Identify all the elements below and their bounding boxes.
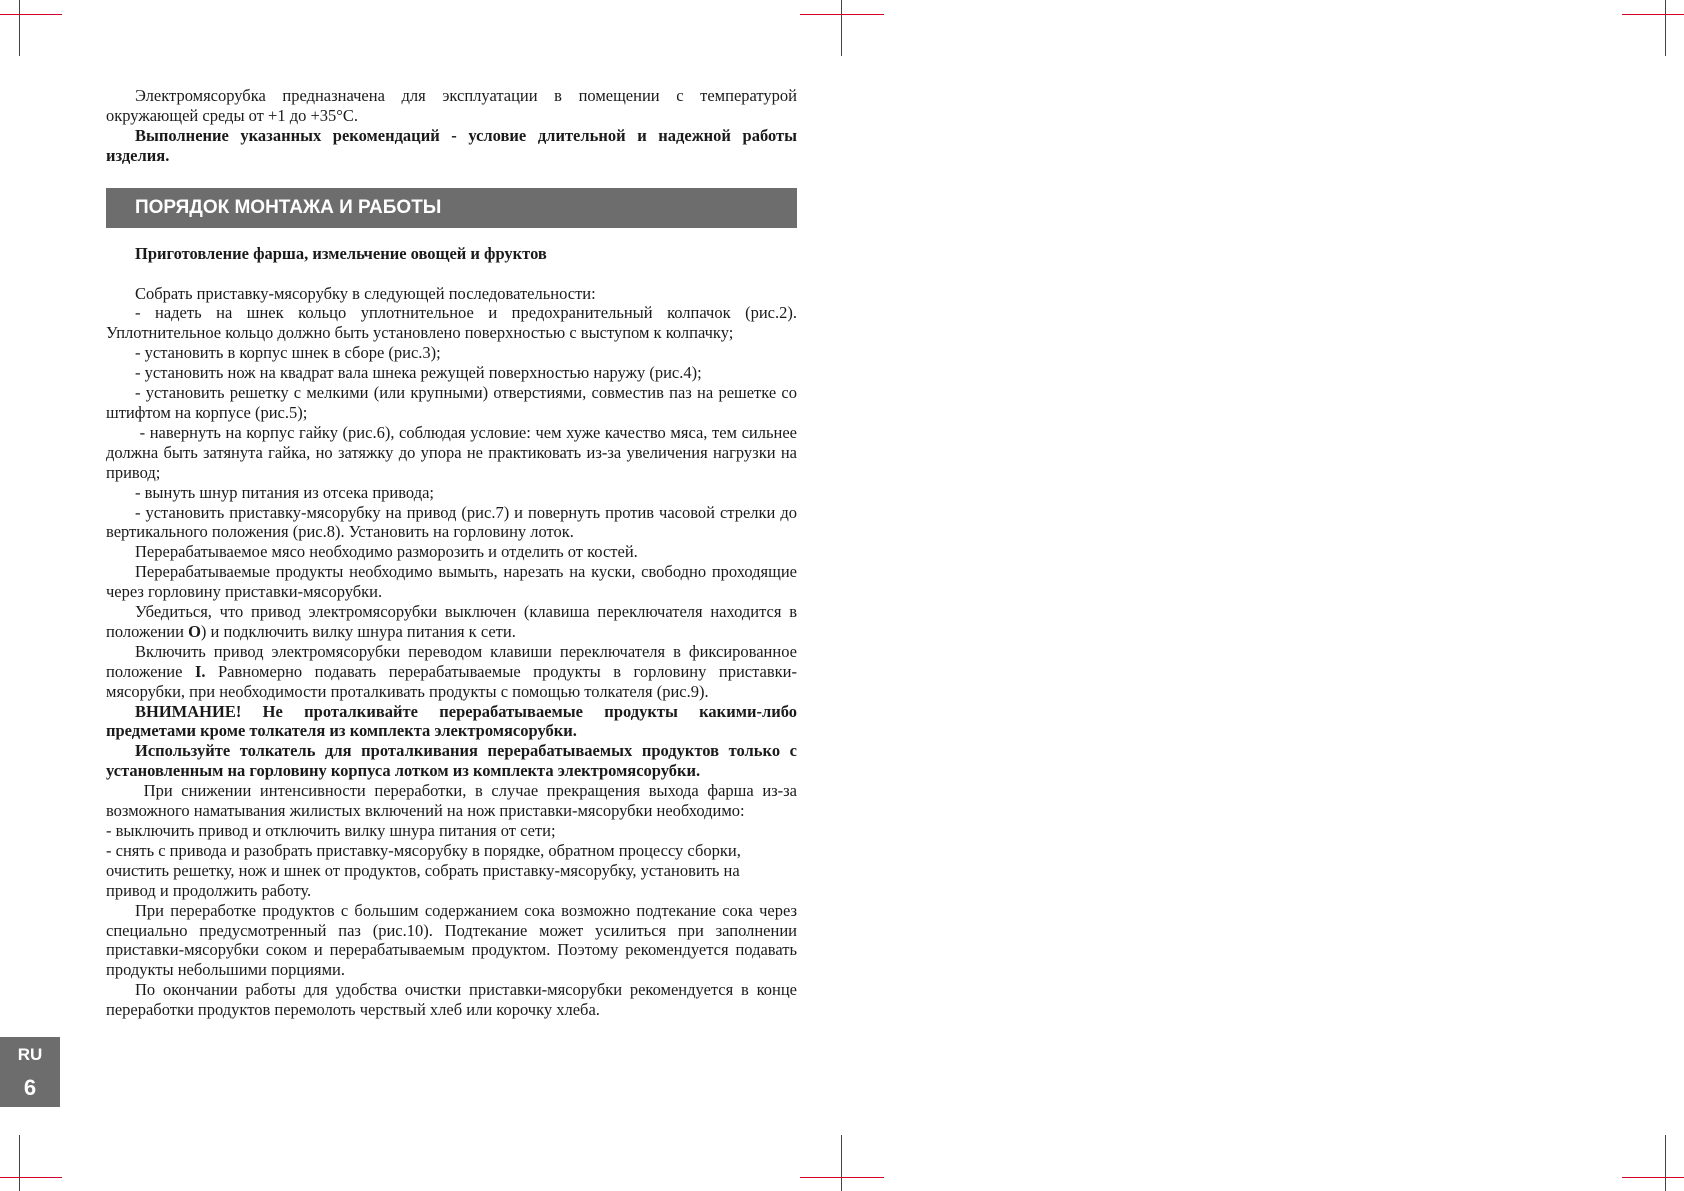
body-paragraph: По окончании работы для удобства очистки приставки-мясорубки рекомендуется в конце переработки продуктов перемолоть черствый хлеб или корочку хлеба.	[106, 980, 797, 1020]
crop-mark	[1665, 0, 1666, 56]
crop-mark	[1665, 1135, 1666, 1191]
body-paragraph: - установить в корпус шнек в сборе (рис.3);	[135, 343, 441, 363]
text-run: Убедиться, что привод электромясорубки выключен (клавиша переключателя находится в положении	[106, 602, 797, 641]
crop-mark	[19, 0, 20, 56]
switch-position-off: О	[188, 621, 201, 641]
page-number: 6	[23, 1075, 37, 1100]
crop-mark	[19, 1135, 20, 1191]
body-paragraph: - установить нож на квадрат вала шнека режущей поверхностью наружу (рис.4);	[135, 363, 702, 383]
warning-paragraph: Используйте толкатель для проталкивания перерабатываемых продуктов только с установленным на горловину корпуса лотком из комплекта электромясорубки.	[106, 741, 797, 781]
language-code: RU	[17, 1045, 43, 1064]
crop-mark	[841, 0, 842, 56]
text-run: Равномерно подавать перерабатываемые продукты в горловину приставки-мясорубки, при необходимости проталкивать продукты с помощью толкателя (рис.9).	[106, 661, 797, 701]
intro-bold-paragraph: Выполнение указанных рекомендаций - условие длительной и надежной работы изделия.	[106, 125, 797, 165]
body-paragraph: - вынуть шнур питания из отсека привода;	[135, 482, 435, 502]
body-paragraph: - навернуть на корпус гайку (рис.6), соблюдая условие: чем хуже качество мяса, тем сильнее должна быть затянута гайка, но затяжку до упора не практиковать из-за увеличения нагрузки на привод;	[106, 422, 802, 482]
body-paragraph: - установить приставку-мясорубку на привод (рис.7) и повернуть против часовой стрелки до вертикального положения (рис.8). Установить на горловину лоток.	[106, 502, 797, 542]
crop-mark	[0, 14, 62, 15]
text-run: ) и подключить вилку шнура питания к сети.	[200, 621, 516, 641]
page-tab	[0, 1037, 60, 1107]
warning-paragraph: ВНИМАНИЕ! Не проталкивайте перерабатываемые продукты какими-либо предметами кроме толкателя из комплекта электромясорубки.	[106, 701, 797, 741]
body-paragraph: При переработке продуктов с большим содержанием сока возможно подтекание сока через специально предусмотренный паз (рис.10). Подтекание может усилиться при заполнении приставки-мясорубки соком и перерабатываемым продуктом. Поэтому рекомендуется подавать продукты небольшими порциями.	[106, 900, 797, 980]
body-paragraph: При снижении интенсивности переработки, в случае прекращения выхода фарша из-за возможного наматывания жилистых включений на нож приставки-мясорубки необходимо:	[106, 781, 802, 821]
crop-mark	[800, 1177, 884, 1178]
body-paragraph: - надеть на шнек кольцо уплотнительное и предохранительный колпачок (рис.2). Уплотнительное кольцо должно быть установлено поверхностью с выступом к колпачку;	[106, 303, 797, 343]
body-paragraph: Собрать приставку-мясорубку в следующей последовательности:	[135, 283, 596, 303]
body-paragraph	[106, 602, 797, 642]
body-paragraph: - выключить привод и отключить вилку шнура питания от сети;	[106, 821, 556, 840]
crop-mark	[841, 1135, 842, 1191]
section-title-bar	[106, 188, 797, 228]
body-paragraph: - снять с привода и разобрать приставку-мясорубку в порядке, обратном процессу сборки, очистить решетку, нож и шнек от продуктов, собрать приставку-мясорубку, установить на привод и продолжить работу.	[106, 840, 741, 900]
crop-mark	[1622, 1177, 1684, 1178]
body-paragraph: Перерабатываемое мясо необходимо разморозить и отделить от костей.	[135, 542, 638, 562]
switch-position-on: I.	[194, 661, 206, 681]
body-paragraph	[106, 642, 797, 702]
section-title: ПОРЯДОК МОНТАЖА И РАБОТЫ	[135, 196, 442, 218]
crop-mark	[800, 14, 884, 15]
body-paragraph: Перерабатываемые продукты необходимо вымыть, нарезать на куски, свободно проходящие через горловину приставки-мясорубки.	[106, 562, 797, 602]
text-run: Включить привод электромясорубки переводом клавиши переключателя в фиксированное положение	[106, 641, 797, 681]
section-subtitle: Приготовление фарша, измельчение овощей и фруктов	[135, 243, 547, 263]
crop-mark	[0, 1177, 62, 1178]
text-column	[106, 86, 802, 1020]
body-paragraph: - установить решетку с мелкими (или крупными) отверстиями, совместив паз на решетке со штифтом на корпусе (рис.5);	[106, 383, 797, 422]
crop-mark	[1622, 14, 1684, 15]
intro-paragraph: Электромясорубка предназначена для эксплуатации в помещении с температурой окружающей среды от +1 до +35°С.	[106, 86, 797, 125]
